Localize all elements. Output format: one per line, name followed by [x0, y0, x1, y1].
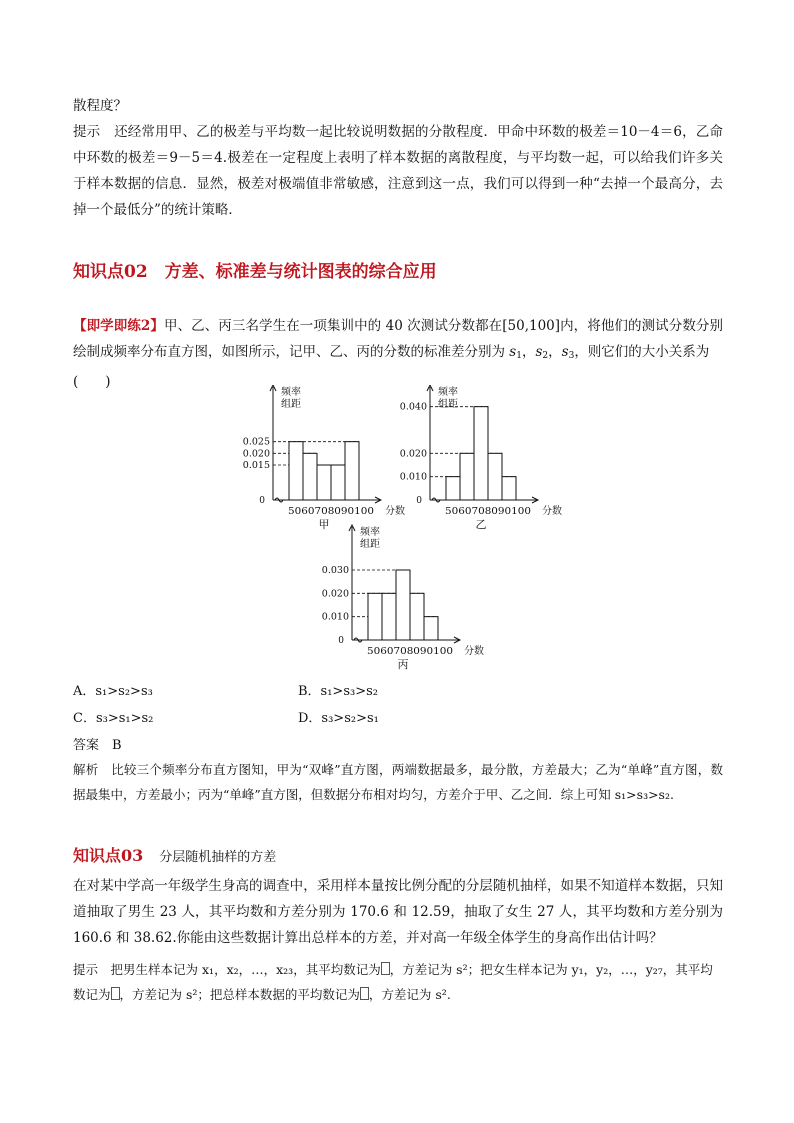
section-03-title: 分层随机抽样的方差 — [159, 850, 277, 865]
origin-label: 0 — [416, 496, 422, 506]
exercise-text: 【即学即练2】甲、乙、丙三名学生在一项集训中的 40 次测试分数都在[50,100]内，将他们的测试分数分别绘制成频率分布直方图，如图所示，记甲、乙、丙的分数的标准差分别为 $s_1$，$s_2$，$s_3$，则它们的大小关系为 ( ) — [73, 318, 723, 390]
histogram-bar — [502, 477, 516, 500]
histogram-bar — [446, 477, 460, 500]
histogram-bar — [424, 617, 438, 640]
answer-blank: ( ) — [73, 374, 111, 390]
chart-title: 乙 — [475, 518, 487, 531]
y-label-top: 频率 — [281, 387, 301, 398]
problem-hint: 提示 把男生样本记为 x₁，x₂，…，x₂₃，其平均数记为 ，方差记为 s²；把女生样本记为 y₁，y₂，…，y₂₇，其平均数记为 ，方差记为 s²；把总样本数据的平均数记为 ，方差记为 s². — [73, 962, 713, 1002]
y-label-top: 频率 — [438, 387, 458, 398]
y-tick-label: 0.010 — [321, 611, 349, 623]
histogram-bar — [303, 453, 317, 500]
mean-placeholder-box — [111, 987, 120, 1000]
section-02-title: 知识点02 方差、标准差与统计图表的综合应用 — [73, 262, 437, 282]
histogram-bar — [368, 593, 382, 640]
y-tick-label: 0.025 — [242, 436, 270, 448]
y-label-bottom: 组距 — [360, 539, 380, 550]
y-tick-label: 0.030 — [321, 565, 349, 576]
histogram-bar — [317, 465, 331, 500]
problem-hint-label: 提示 — [73, 962, 99, 977]
mean-placeholder-box — [360, 987, 369, 1000]
histogram-bar — [410, 593, 424, 640]
answer-value: B — [112, 738, 122, 753]
histogram-bar — [345, 442, 359, 500]
intro-hint — [73, 119, 723, 223]
x-axis-label: 分数 — [385, 506, 405, 517]
histogram-bar — [460, 453, 474, 500]
mean-placeholder-box — [381, 962, 390, 975]
y-tick-label: 0.020 — [321, 588, 349, 600]
option-a[interactable]: A．s₁>s₂>s₃ — [73, 684, 153, 699]
y-tick-label: 0.020 — [242, 448, 270, 460]
y-label-bottom: 组距 — [438, 399, 458, 410]
y-tick-label: 0.015 — [242, 460, 270, 471]
section-03-number: 知识点03 — [73, 846, 144, 865]
chart-title: 丙 — [397, 658, 409, 671]
histogram-bar — [382, 593, 396, 640]
y-label-bottom: 组距 — [281, 399, 301, 410]
origin-label: 0 — [338, 636, 344, 646]
problem-text: 在对某中学高一年级学生身高的调查中，采用样本量按比例分配的分层随机抽样，如果不知道样本数据，只知道抽取了男生 23 人，其平均数和方差分别为 170.6 和 12.59，抽取了女生 27 人，其平均数和方差分别为 160.6 和 38.62.你能由这些数据计算出总样本的方差，并对高一年级全体学生的身高作出估计吗？ — [73, 878, 723, 946]
option-d[interactable]: D．s₃>s₂>s₁ — [298, 711, 379, 726]
x-tick-labels: 5060708090100 — [288, 506, 374, 517]
option-b[interactable]: B．s₁>s₃>s₂ — [298, 684, 378, 699]
option-c[interactable]: C．s₃>s₁>s₂ — [73, 711, 154, 726]
intro-line: 散程度？ — [73, 98, 127, 114]
hint-text: 还经常用甲、乙的极差与平均数一起比较说明数据的分散程度．甲命中环数的极差＝10－4＝6，乙命中环数的极差＝9－5＝4.极差在一定程度上表明了样本数据的离散程度，与平均数一起，可以给我们许多关于样本数据的信息．显然，极差对极端值非常敏感，注意到这一点，我们可以得到一种“去掉一个最高分，去掉一个最低分”的统计策略． — [73, 124, 724, 218]
analysis-text: 解析 比较三个频率分布直方图知，甲为“双峰”直方图，两端数据最多，最分散，方差最大；乙为“单峰”直方图，数据最集中，方差最小；丙为“单峰”直方图，但数据分布相对均匀，方差介于甲、乙之间．综上可知 s₁>s₃>s₂. — [73, 762, 723, 802]
y-tick-label: 0.040 — [399, 401, 427, 413]
histogram-figure — [0, 385, 794, 675]
analysis-label: 解析 — [73, 762, 99, 777]
histogram-bar — [488, 453, 502, 500]
answer-label: 答案 — [73, 738, 100, 753]
y-label-top: 频率 — [360, 527, 380, 538]
section-03-header — [73, 843, 276, 866]
histogram-bar — [289, 442, 303, 500]
y-tick-label: 0.010 — [399, 471, 427, 483]
histogram-bar — [331, 465, 345, 500]
x-tick-labels: 5060708090100 — [445, 506, 531, 517]
answer-line — [73, 734, 122, 753]
histogram-bar — [396, 570, 410, 640]
x-tick-labels: 5060708090100 — [367, 646, 453, 657]
hint-label: 提示 — [73, 124, 101, 140]
x-axis-label: 分数 — [542, 506, 562, 517]
x-axis-label: 分数 — [464, 646, 484, 657]
y-tick-label: 0.020 — [399, 448, 427, 460]
origin-label: 0 — [259, 496, 265, 506]
chart-title: 甲 — [318, 518, 330, 531]
exercise-tag: 【即学即练2】 — [73, 318, 164, 334]
histogram-bar — [474, 407, 488, 500]
